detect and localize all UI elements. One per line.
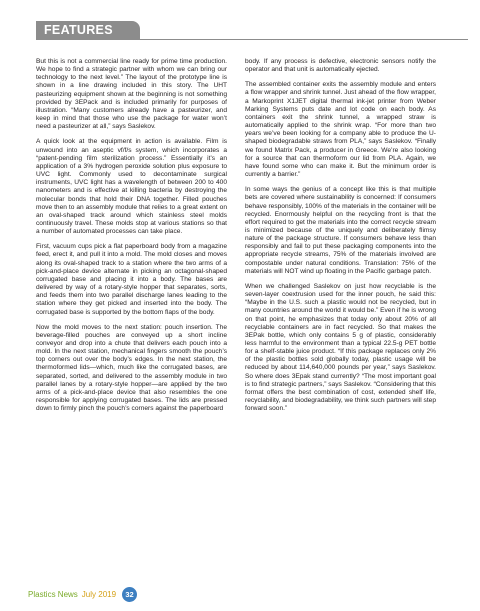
paragraph: First, vacuum cups pick a flat paperboard body from a magazine feed, erect it, and pull it into a mold. The mold closes and moves along its oval-shaped track to a station where the two arms of a pick-and-place device alternate in picking an octagonal-shaped corrugated base and placing it into a body. The bases are delivered by way of a rotary-style hopper that separates, sorts, and feeds them into two parallel discharge lanes leading to the station where they get picked and inserted into the body. The corrugated base is supported by the bottom flaps of the body. [36,243,227,316]
paragraph: A quick look at the equipment in action is available. Film is unwound into an aseptic vf/f/s system, which incorporates a “patent-pending film sterilization process.” Essentially it’s an application of a 3% hydrogen peroxide solution plus exposure to UVC light. Commonly used to decontaminate surgical instruments, UVC light has a wavelength of between 200 to 400 nanometers and is effective at killing bacteria by destroying the molecular bonds that hold their DNA together. Filled pouches move then to an assembly module that relies to a great extent on an oval-shaped track around which stainless steel molds continuously travel. These molds stop at various stations so that a number of automated processes can take place. [36,138,227,236]
section-header-rule [140,39,468,40]
paragraph: When we challenged Saslekov on just how recyclable is the seven-layer coextrusion used for the inner pouch, he said this: “Maybe in the U.S. such a plastic would not be recycled, but in many countries around the world it would be.” Even if he is wrong on that point, he emphasizes that today only about 20% of all recyclable containers are in fact recycled. So that makes the 3EPak bottle, which only contains 5 g of plastic, considerably less harmful to the environment than a typical 22.5-g PET bottle for a shelf-stable juice product. “If this package replaces only 2% of the plastic bottles sold globally today, plastic usage will be reduced by about 114,640,000 pounds per year,” says Saslekov. So where does 3Epak stand currently? “The most important goal is to find strategic partners,” says Saslekov. “Considering that this format offers the best combination of cost, extended shelf life, recyclability, and biodegradability, we think such partners will step forward soon.” [245,282,436,413]
section-title: FEATURES [44,23,113,37]
page-footer [28,586,137,602]
page-number: 32 [122,587,137,602]
paragraph: In some ways the genius of a concept like this is that multiple bets are covered where sustainability is concerned: If consumers behave responsibly, 100% of the materials in the container will be recycled. Enormously helpful on the recycling front is that the effort required to get the materials into the correct recycle stream is minimized because of the uniquely and deliberately flimsy nature of the package structure. If consumers behave less than responsibly and fail to put these packaging components into the appropriate recycle streams, 75% of the materials involved are compostable under natural conditions. Translation: 75% of the materials will NOT wind up floating in the Pacific garbage patch. [245,186,436,275]
paragraph: But this is not a commercial line ready for prime time production. We hope to find a strategic partner with whom we can bring our technology to the next level.” The layout of the prototype line is shown in a line drawing included in this story. The UHT pasteurizing equipment shown at the beginning is not something provided by 3EPack and is included primarily for purposes of illustration. “Many customers already have a pasteurizer, and keep in mind that those who use the package for water won’t need a pasteurizer at all,” says Saslekov. [36,58,227,131]
paragraph: body. If any process is defective, electronic sensors notify the operator and that unit is automatically ejected. [245,58,436,74]
left-column [36,58,227,420]
publication-name: Plastics News [28,589,78,599]
right-column [245,58,436,420]
paragraph: The assembled container exits the assembly module and enters a flow wrapper and shrink tunnel. Just ahead of the flow wrapper, a Markoprint X1JET digital thermal ink-jet printer from Weber Marking Systems puts date and lot code on each body. As containers exit the shrink tunnel, a wrapped straw is automatically applied to the shrink wrap. “For more than two years we’ve been looking for a company able to produce the U-shaped biodegradable straws from PLA,” says Saslekov. “Finally we found Matrix Pack, a producer in Greece. We’re also looking for a source that can thermoform our lid from PLA. Again, we have found some who can make it. But the minimum order is currently a barrier.” [245,81,436,179]
issue-date: July 2019 [81,589,117,599]
section-header-tab [36,21,140,40]
paragraph: Now the mold moves to the next station: pouch insertion. The beverage-filled pouches are conveyed up a short incline conveyor and drop into a chute that delivers each pouch into a mold. In the next station, mechanical fingers smooth the pouch’s top corners out over the body’s edges. In the next station, the thermoformed lids—which, much like the corrugated bases, are separated, sorted, and delivered to the assembly module in two parallel lanes by a rotary-style hopper—are applied by the two arms of a pick-and-place device that also resembles the one responsible for applying corrugated bases. The lids are pressed down to firmly pinch the pouch’s corners against the paperboard [36,323,227,413]
